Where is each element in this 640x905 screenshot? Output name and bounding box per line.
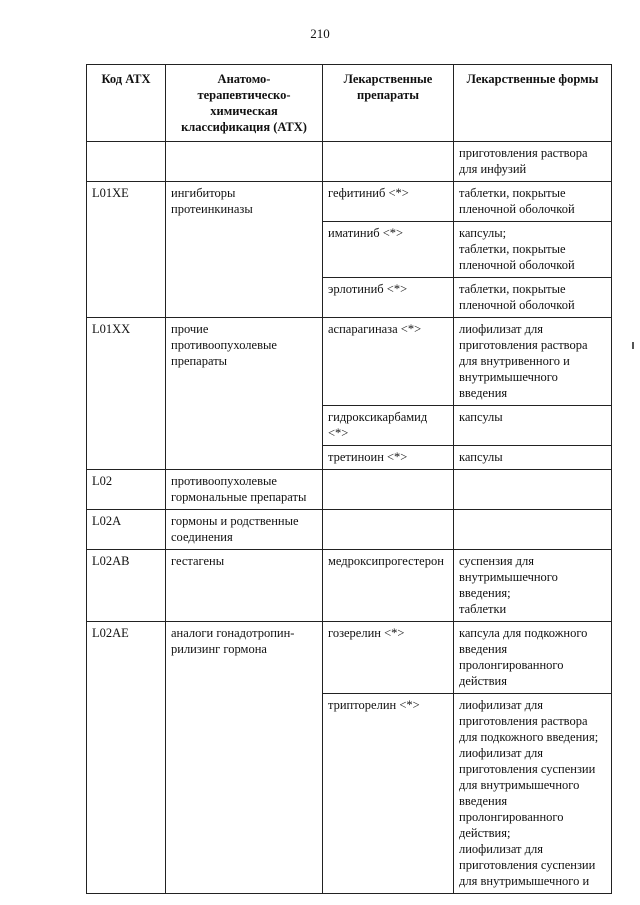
- header-drugs: Лекарственные препараты: [323, 65, 454, 142]
- atc-code-cell: L02AE: [87, 622, 166, 894]
- drug-cell: гидроксикарбамид <*>: [323, 406, 454, 446]
- classification-cell: [166, 142, 323, 182]
- classification-cell: гестагены: [166, 550, 323, 622]
- classification-cell: противоопухолевые гормональные препараты: [166, 470, 323, 510]
- dosage-form-cell: лиофилизат для приготовления раствора для подкожного введения; лиофилизат для приготовления суспензии для внутримышечного введения пролонгированного действия; лиофилизат для приготовления суспензии для внутримышечного и: [454, 694, 612, 894]
- dosage-form-cell: капсулы; таблетки, покрытые пленочной оболочкой: [454, 222, 612, 278]
- drug-cell: [323, 470, 454, 510]
- drug-cell: аспарагиназа <*>: [323, 318, 454, 406]
- header-dosage-forms: Лекарственные формы: [454, 65, 612, 142]
- dosage-form-cell: капсула для подкожного введения пролонгированного действия: [454, 622, 612, 694]
- classification-cell: аналоги гонадотропин- рилизинг гормона: [166, 622, 323, 894]
- drug-cell: гефитиниб <*>: [323, 182, 454, 222]
- drug-cell: иматиниб <*>: [323, 222, 454, 278]
- table-header-row: [87, 65, 612, 142]
- atc-code-cell: L02AB: [87, 550, 166, 622]
- dosage-form-cell: [454, 470, 612, 510]
- table-row: [87, 622, 612, 694]
- dosage-form-cell: таблетки, покрытые пленочной оболочкой: [454, 278, 612, 318]
- atc-code-cell: L02: [87, 470, 166, 510]
- dosage-form-cell: [454, 510, 612, 550]
- classification-cell: гормоны и родственные соединения: [166, 510, 323, 550]
- dosage-form-cell: капсулы: [454, 446, 612, 470]
- margin-mark: [632, 342, 634, 349]
- classification-cell: ингибиторы протеинкиназы: [166, 182, 323, 318]
- drug-cell: эрлотиниб <*>: [323, 278, 454, 318]
- dosage-form-cell: капсулы: [454, 406, 612, 446]
- header-atc-classification: Анатомо- терапевтическо- химическая классификация (АТХ): [166, 65, 323, 142]
- atc-code-cell: L02A: [87, 510, 166, 550]
- table-row: [87, 470, 612, 510]
- dosage-form-cell: таблетки, покрытые пленочной оболочкой: [454, 182, 612, 222]
- drug-cell: медроксипрогестерон: [323, 550, 454, 622]
- drug-classification-table: [86, 64, 612, 894]
- table-row: [87, 318, 612, 406]
- header-atc-code: Код АТХ: [87, 65, 166, 142]
- drug-cell: третиноин <*>: [323, 446, 454, 470]
- atc-code-cell: L01XX: [87, 318, 166, 470]
- dosage-form-cell: лиофилизат для приготовления раствора для внутривенного и внутримышечного введения: [454, 318, 612, 406]
- drug-cell: [323, 142, 454, 182]
- dosage-form-cell: суспензия для внутримышечного введения; таблетки: [454, 550, 612, 622]
- dosage-form-cell: приготовления раствора для инфузий: [454, 142, 612, 182]
- table-row: [87, 142, 612, 182]
- table-row: [87, 510, 612, 550]
- drug-cell: гозерелин <*>: [323, 622, 454, 694]
- page-number: 210: [310, 26, 330, 41]
- atc-code-cell: [87, 142, 166, 182]
- drug-cell: трипторелин <*>: [323, 694, 454, 894]
- drug-cell: [323, 510, 454, 550]
- atc-code-cell: L01XE: [87, 182, 166, 318]
- table-row: [87, 550, 612, 622]
- classification-cell: прочие противоопухолевые препараты: [166, 318, 323, 470]
- table-row: [87, 182, 612, 222]
